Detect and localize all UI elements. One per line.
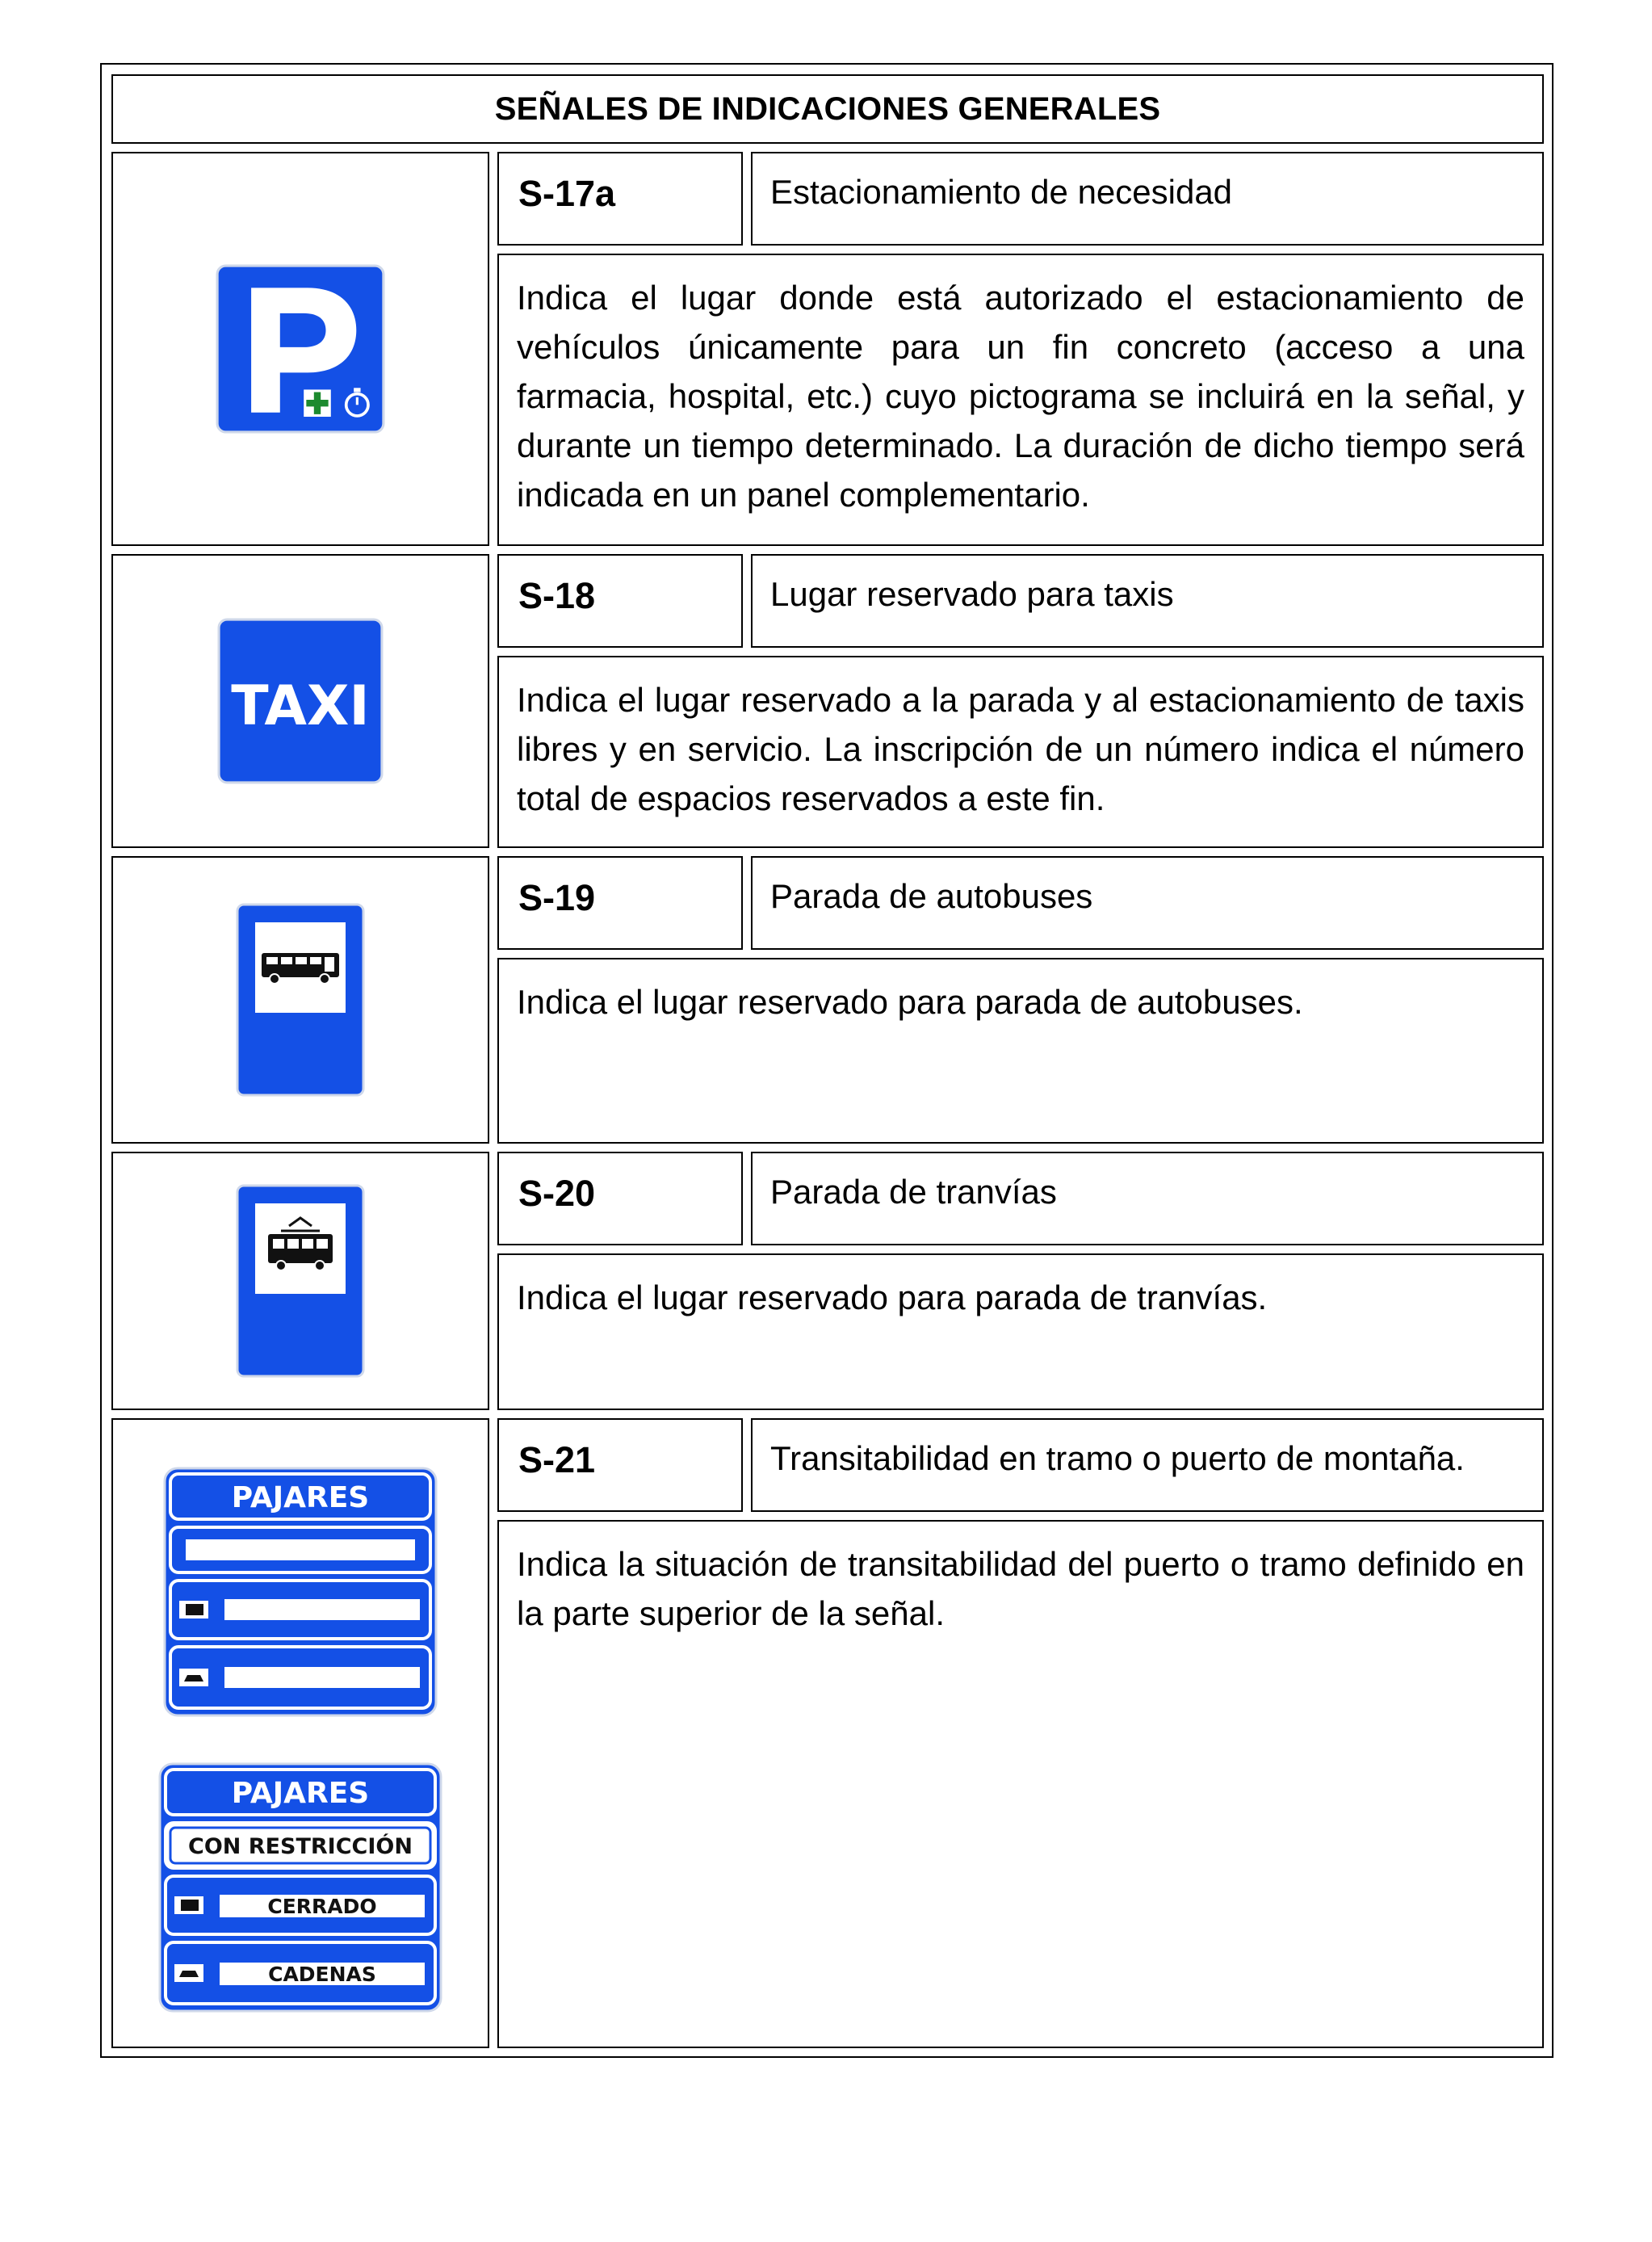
code-cell-s21	[497, 1418, 743, 1512]
name-cell-s17a	[751, 152, 1544, 246]
sign-name: Parada de tranvías	[770, 1173, 1057, 1211]
car-icon	[179, 1669, 208, 1686]
sign-description: Indica el lugar reservado a la parada y al estacionamiento de taxis libres y en servicio. La inscripción de un número indica el número total de espacios reservados a este fin.	[517, 681, 1524, 817]
sign-name: Transitabilidad en tramo o puerto de montaña.	[770, 1439, 1465, 1477]
sign-code: S-17a	[518, 173, 616, 214]
name-cell-s18	[751, 554, 1544, 648]
sign-cell-s19	[111, 856, 489, 1144]
sign-code: S-19	[518, 877, 596, 918]
truck-icon	[179, 1601, 208, 1619]
parking-necessity-sign	[216, 264, 385, 434]
table-title: SEÑALES DE INDICACIONES GENERALES	[494, 90, 1161, 127]
sign-description: Indica la situación de transitabilidad del puerto o tramo definido en la parte superior de la señal.	[517, 1545, 1524, 1632]
code-cell-s19	[497, 856, 743, 950]
name-cell-s21	[751, 1418, 1544, 1512]
car-icon	[174, 1964, 203, 1982]
code-cell-s17a	[497, 152, 743, 246]
sign-code: S-21	[518, 1439, 596, 1480]
name-cell-s19	[751, 856, 1544, 950]
description-cell-s17a	[497, 254, 1544, 546]
sign-name: Estacionamiento de necesidad	[770, 173, 1233, 211]
sign-cell-s21	[111, 1418, 489, 2048]
pass-name-text: PAJARES	[231, 1777, 370, 1810]
pass-status-text: CON RESTRICCIÓN	[188, 1834, 413, 1859]
taxi-sign	[217, 618, 384, 784]
description-cell-s18	[497, 656, 1544, 848]
name-cell-s20	[751, 1152, 1544, 1245]
truck-status-text: CERRADO	[267, 1895, 377, 1918]
sign-cell-s17a	[111, 152, 489, 546]
description-cell-s20	[497, 1253, 1544, 1410]
sign-name: Parada de autobuses	[770, 877, 1093, 915]
taxi-text: TAXI	[231, 674, 370, 738]
description-cell-s19	[497, 958, 1544, 1144]
mountain-pass-filled-panel	[158, 1762, 442, 2013]
sign-description: Indica el lugar donde está autorizado el estacionamiento de vehículos únicamente para un fin concreto (acceso a una farmacia, hospital, etc.) cuyo pictograma se incluirá en la señal, y durante un tiempo determinado. La duración de dicho tiempo será indicada en un panel complementario.	[517, 279, 1524, 514]
bus-stop-sign	[235, 903, 366, 1097]
table-title-cell	[111, 74, 1544, 144]
code-cell-s18	[497, 554, 743, 648]
description-cell-s21	[497, 1520, 1544, 2048]
sign-code: S-20	[518, 1173, 596, 1214]
code-cell-s20	[497, 1152, 743, 1245]
pass-name-text: PAJARES	[231, 1481, 370, 1514]
sign-code: S-18	[518, 575, 596, 616]
sign-description: Indica el lugar reservado para parada de tranvías.	[517, 1278, 1268, 1316]
sign-cell-s18	[111, 554, 489, 848]
signs-table	[100, 63, 1553, 2058]
mountain-pass-blank-panel	[163, 1467, 438, 1717]
car-status-text: CADENAS	[268, 1963, 376, 1986]
sign-description: Indica el lugar reservado para parada de autobuses.	[517, 983, 1303, 1021]
sign-cell-s20	[111, 1152, 489, 1410]
truck-icon	[174, 1896, 203, 1914]
tram-stop-sign	[235, 1184, 366, 1378]
sign-name: Lugar reservado para taxis	[770, 575, 1174, 613]
pharmacy-cross-icon	[304, 389, 331, 417]
